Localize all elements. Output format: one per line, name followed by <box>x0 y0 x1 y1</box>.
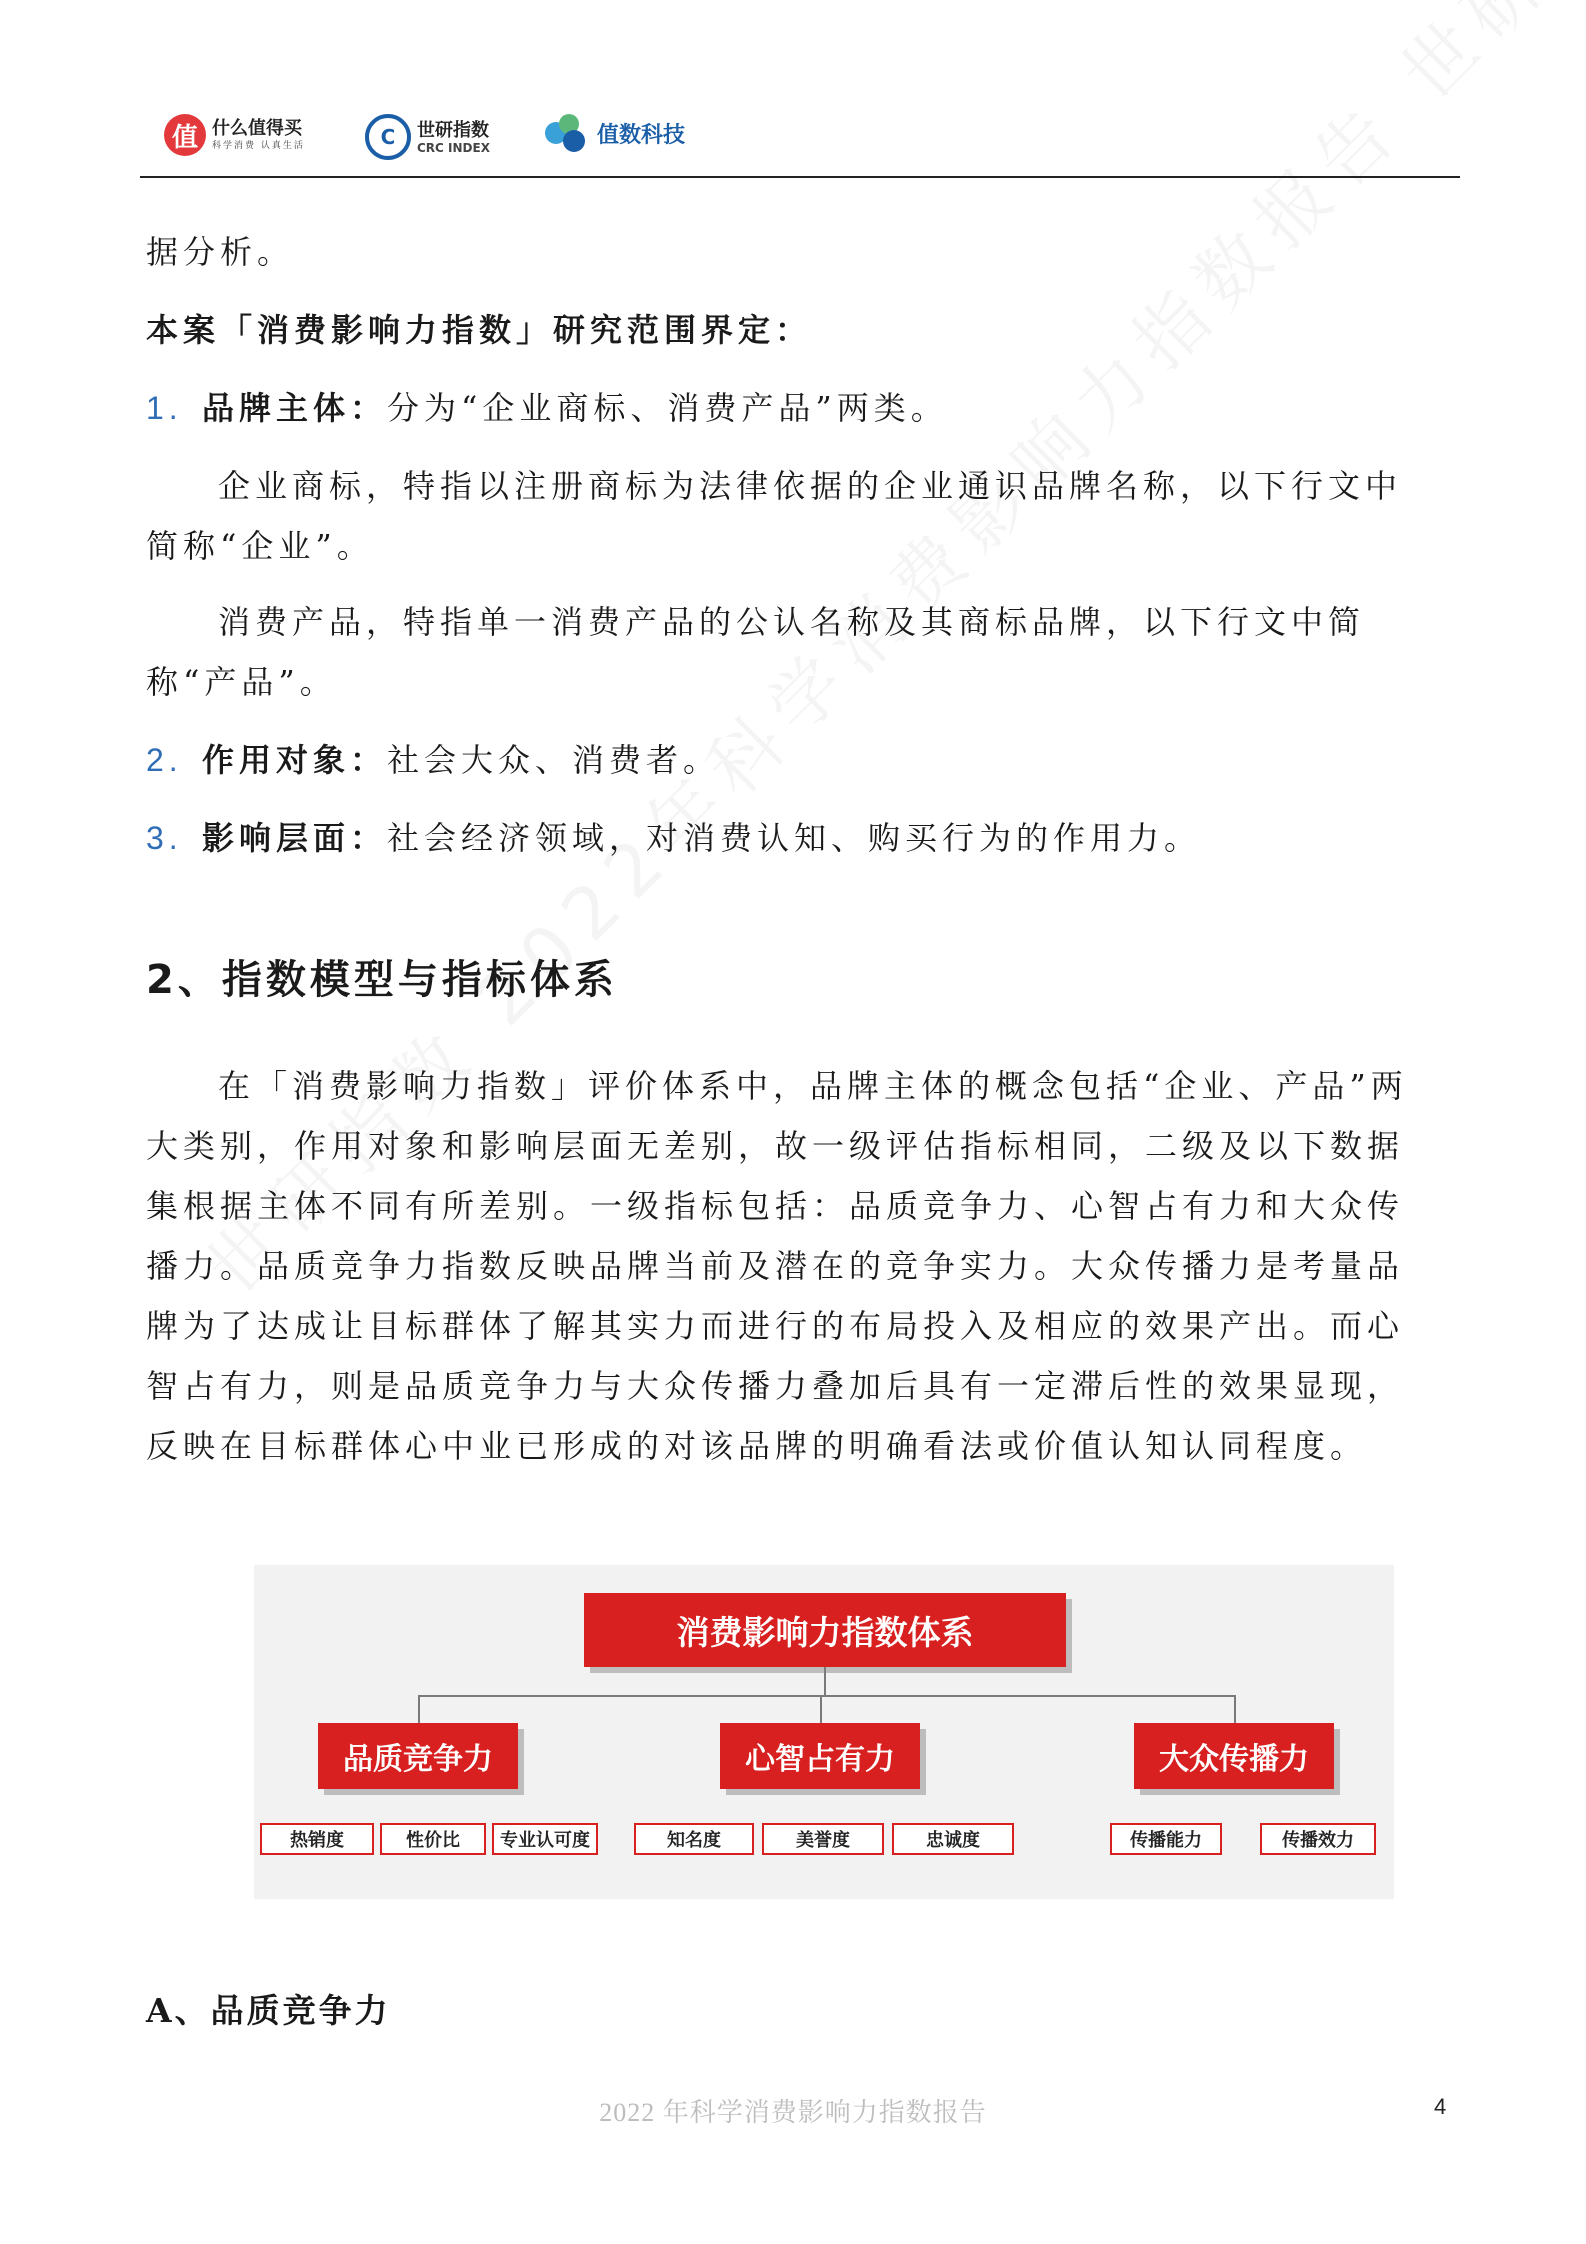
footer-title: 2022 年科学消费影响力指数报告 <box>599 2098 987 2127</box>
list-number: 3. <box>146 820 183 856</box>
list-number: 2. <box>146 742 183 778</box>
diagram-level2-item: 知名度 <box>634 1823 754 1855</box>
section-title: 2、指数模型与指标体系 <box>146 957 618 1003</box>
page-header <box>140 96 1450 180</box>
index-system-diagram <box>254 1565 1394 1899</box>
list-number: 1. <box>146 390 183 426</box>
list-text: 分为“企业商标、消费产品”两类。 <box>387 389 948 427</box>
list-label: 影响层面： <box>202 819 388 857</box>
list-text: 社会经济领域，对消费认知、购买行为的作用力。 <box>387 819 1202 857</box>
crc-logo-en: CRC INDEX <box>417 141 490 155</box>
diagram-root: 消费影响力指数体系 <box>584 1593 1066 1667</box>
crc-globe-icon: C <box>365 114 411 160</box>
subsection-title: A、品质竞争力 <box>146 1991 391 2030</box>
crc-index-logo <box>365 114 490 160</box>
diagram-level2-item: 传播效力 <box>1260 1823 1376 1855</box>
connector <box>1234 1695 1236 1723</box>
connector <box>418 1695 420 1723</box>
list-item <box>146 378 1416 438</box>
diagram-level2-item: 传播能力 <box>1110 1823 1222 1855</box>
diagram-level2-item: 美誉度 <box>762 1823 884 1855</box>
paragraph-model: 在「消费影响力指数」评价体系中，品牌主体的概念包括“企业、产品”两大类别，作用对象和影响层面无差别，故一级评估指标相同，二级及以下数据集根据主体不同有所差别。一级指标包括：品质竞争力、心智占有力和大众传播力。品质竞争力指数反映品牌当前及潜在的竞争实力。大众传播力是考量品牌为了达成让目标群体了解其实力而进行的布局投入及相应的效果产出。而心智占有力，则是品质竞争力与大众传播力叠加后具有一定滞后性的效果显现，反映在目标群体心中业已形成的对该品牌的明确看法或价值认知认同程度。 <box>146 1067 1408 1465</box>
diagram-level2-item: 性价比 <box>380 1823 486 1855</box>
page-number: 4 <box>1434 2094 1447 2119</box>
connector <box>418 1695 1234 1697</box>
paragraph-continuation: 据分析。 <box>146 233 295 271</box>
list-text: 社会大众、消费者。 <box>387 741 721 779</box>
connector <box>820 1695 822 1723</box>
connector <box>824 1667 826 1695</box>
smzdm-logo-slogan: 科学消费 认真生活 <box>212 141 305 151</box>
smzdm-logo <box>164 114 305 156</box>
diagram-level2-item: 忠诚度 <box>892 1823 1014 1855</box>
diagram-level2-item: 专业认可度 <box>492 1823 598 1855</box>
header-divider <box>140 176 1460 178</box>
paragraph-company: 企业商标，特指以注册商标为法律依据的企业通识品牌名称，以下行文中简称“企业”。 <box>146 467 1403 565</box>
diagram-level1-quality: 品质竞争力 <box>318 1723 518 1789</box>
list-item <box>146 808 1416 868</box>
diagram-level2-item: 热销度 <box>260 1823 374 1855</box>
diagram-level1-communication: 大众传播力 <box>1134 1723 1334 1789</box>
zhishu-tech-logo <box>545 114 685 152</box>
diagram-level1-mindshare: 心智占有力 <box>720 1723 920 1789</box>
paragraph-product: 消费产品，特指单一消费产品的公认名称及其商标品牌，以下行文中简称“产品”。 <box>146 603 1366 701</box>
list-label: 品牌主体： <box>202 389 388 427</box>
crc-logo-name: 世研指数 <box>417 120 489 141</box>
list-label: 作用对象： <box>202 741 388 779</box>
zhishu-logo-name: 值数科技 <box>597 122 686 148</box>
list-item <box>146 730 1416 790</box>
smzdm-logo-name: 什么值得买 <box>212 118 302 139</box>
scope-title: 本案「消费影响力指数」研究范围界定： <box>146 311 813 349</box>
zhishu-mark-icon <box>545 114 589 152</box>
smzdm-logo-icon: 值 <box>164 114 206 156</box>
